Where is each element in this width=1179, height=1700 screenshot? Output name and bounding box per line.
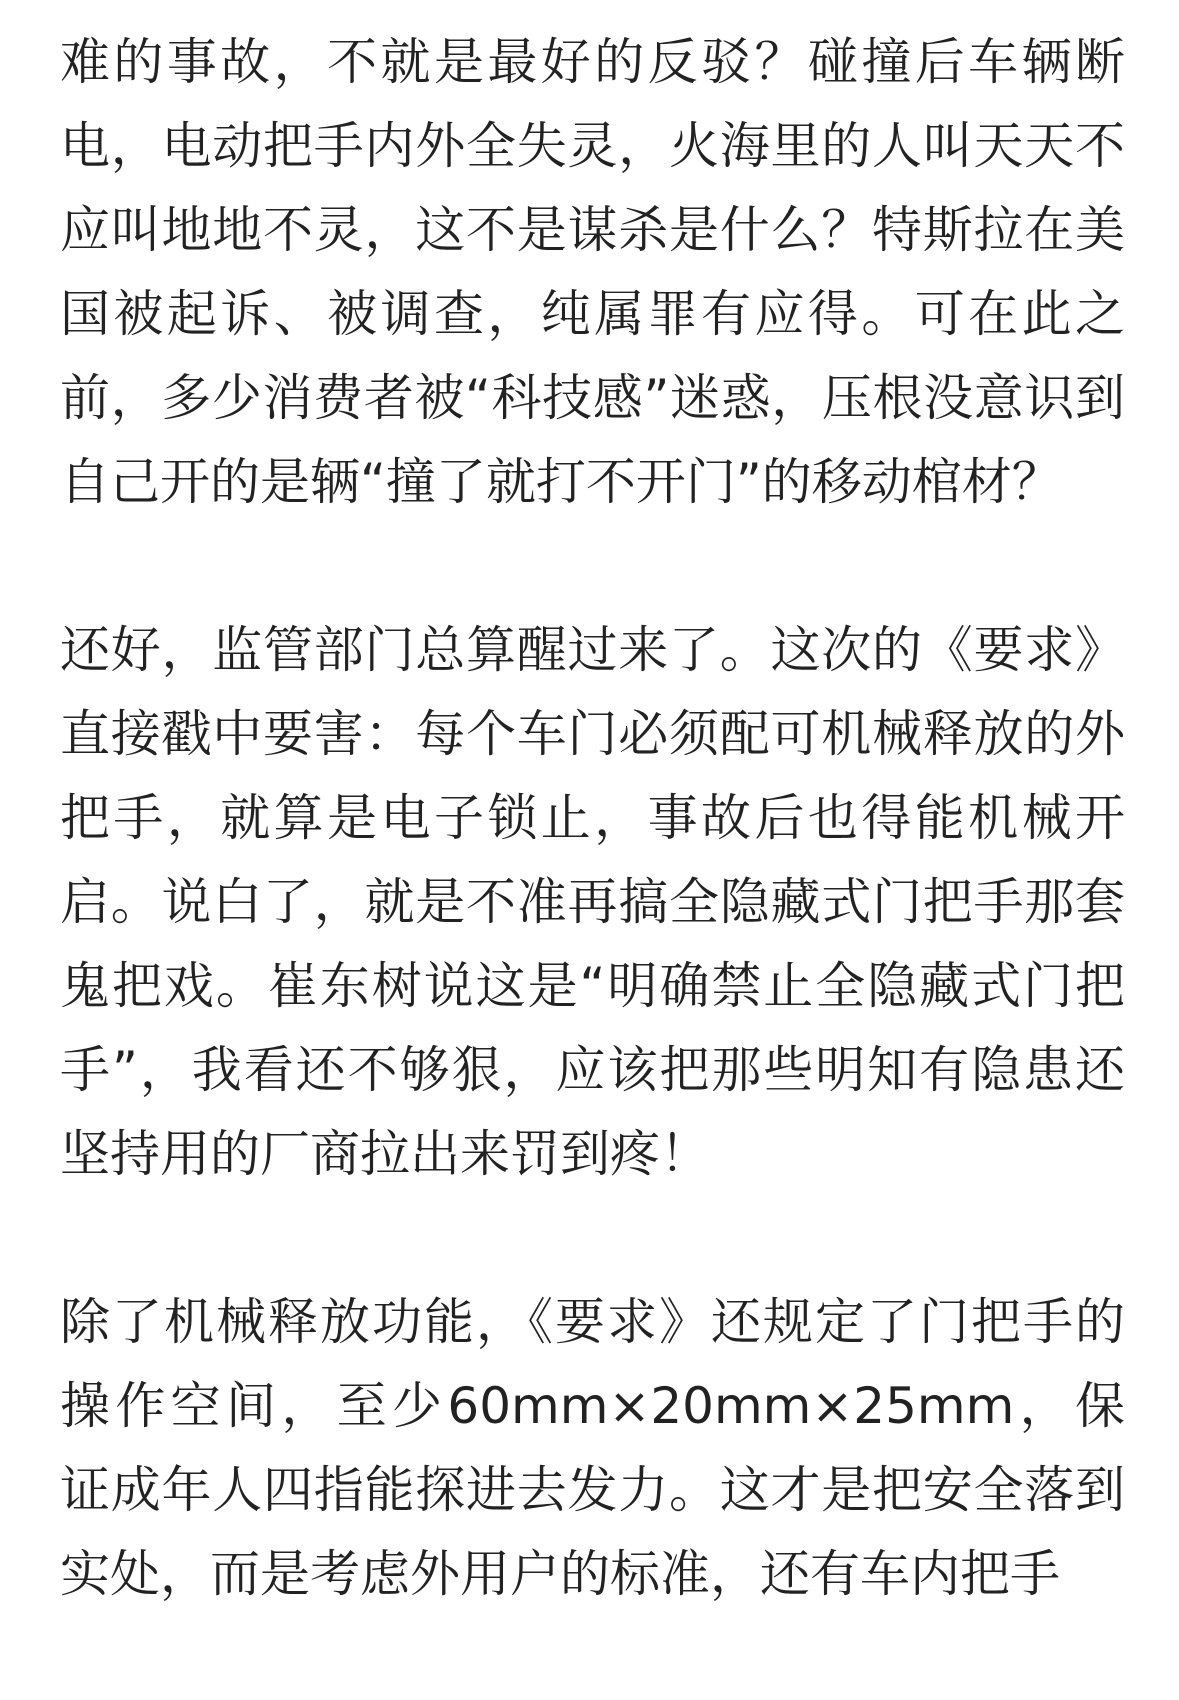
article-paragraph: 除了机械释放功能，《要求》还规定了门把手的操作空间，至少60mm×20mm×25mm，保证成年人四指能探进去发力。这才是把安全落到实处，而是考虑外用户的标准，还有车内把手 (60, 1293, 1125, 1603)
article-body (60, 20, 1125, 1700)
article-paragraph: 难的事故，不就是最好的反驳？碰撞后车辆断电，电动把手内外全失灵，火海里的人叫天天不应叫地地不灵，这不是谋杀是什么？特斯拉在美国被起诉、被调查，纯属罪有应得。可在此之前，多少消费者被“科技感”迷惑，压根没意识到自己开的是辆“撞了就打不开门”的移动棺材？ (60, 33, 1125, 511)
article-paragraph: 还好，监管部门总算醒过来了。这次的《要求》直接戳中要害：每个车门必须配可机械释放的外把手，就算是电子锁止，事故后也得能机械开启。说白了，就是不准再搞全隐藏式门把手那套鬼把戏。崔东树说这是“明确禁止全隐藏式门把手”，我看还不够狠，应该把那些明知有隐患还坚持用的厂商拉出来罚到疼！ (60, 621, 1125, 1183)
